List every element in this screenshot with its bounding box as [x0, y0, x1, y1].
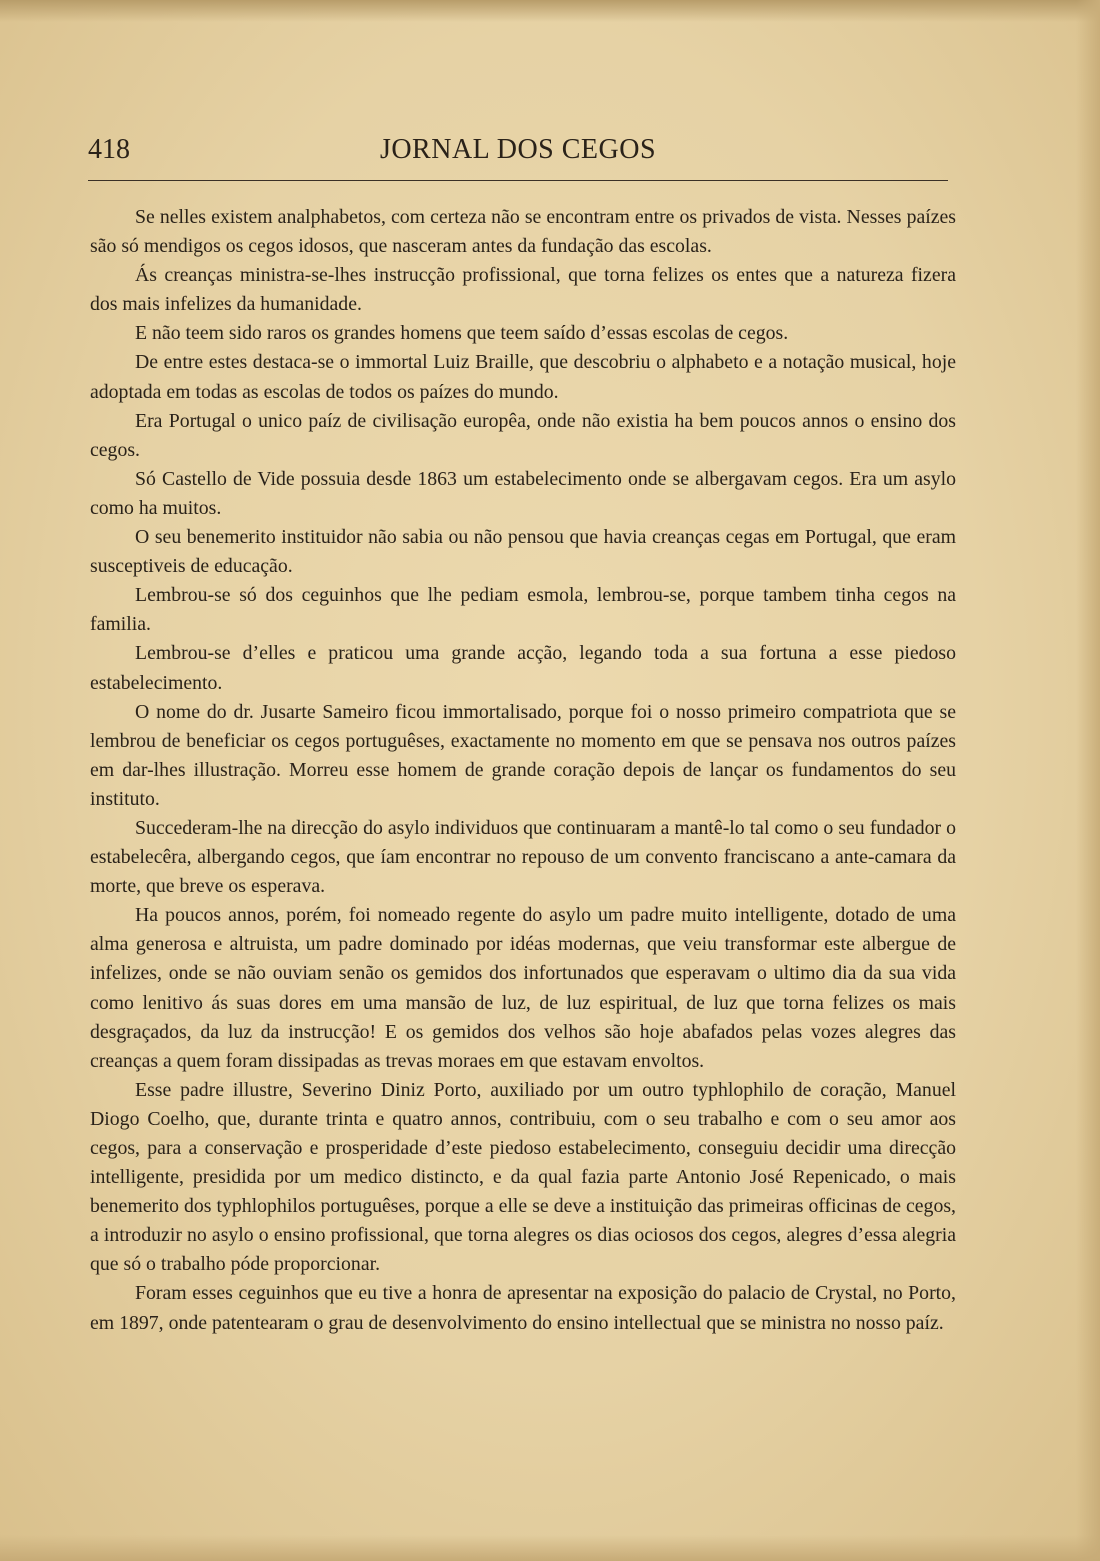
page-edge-bottom: [0, 1535, 1100, 1561]
paragraph: E não teem sido raros os grandes homens que teem saído d’essas escolas de cegos.: [135, 322, 789, 345]
paragraph: Foram esses ceguinhos que eu tive a honra de apresentar na exposição do palacio de Crystal, no Porto, em 1897, onde patentearam o grau de desenvolvimento do ensino intellectual que se ministra no nosso paíz.: [90, 1282, 956, 1334]
paragraph: Se nelles existem analphabetos, com certeza não se encontram entre os privados de vista. Nesses paízes são só mendigos os cegos idosos, que nasceram antes da fundação das escolas.: [90, 206, 956, 258]
paragraph: Só Castello de Vide possuia desde 1863 um estabelecimento onde se albergavam cegos. Era um asylo como ha muitos.: [90, 467, 956, 519]
paragraph: O seu benemerito instituidor não sabia ou não pensou que havia creanças cegas em Portugal, que eram susceptiveis de educação.: [90, 526, 956, 578]
page-edge-right: [1076, 0, 1100, 1561]
header-rule: [88, 180, 948, 181]
paragraph: Ha poucos annos, porém, foi nomeado regente do asylo um padre muito intelligente, dotado de uma alma generosa e altruista, um padre dominado por idéas modernas, que veiu transformar este albergue de infelizes, onde se não ouviam senão os gemidos dos infortunados que esperavam o ultimo dia da sua vida como lenitivo ás suas dores em uma mansão de luz, de luz espiritual, de luz que torna felizes os mais desgraçados, da luz da instrucção! E os gemidos dos velhos são hoje abafados pelas vozes alegres das creanças a quem foram dissipadas as trevas moraes em que estavam envoltos.: [90, 904, 956, 1072]
body-text: [90, 203, 956, 1338]
page-edge-top: [0, 0, 1100, 22]
page-header: [88, 132, 948, 168]
paragraph: Esse padre illustre, Severino Diniz Porto, auxiliado por um outro typhlophilo de coração, Manuel Diogo Coelho, que, durante trinta e quatro annos, contribuiu, com o seu trabalho e com o seu amor aos cegos, para a conservação e prosperidade d’este piedoso estabelecimento, conseguiu decidir uma direcção intelligente, presidida por um medico distincto, e da qual fazia parte Antonio José Repenicado, o mais benemerito dos typhlophilos portuguêses, porque a elle se deve a instituição das primeiras officinas de cegos, a introduzir no asylo o ensino profissional, que torna alegres os dias ociosos dos cegos, alegres d’essa alegria que só o trabalho póde proporcionar.: [90, 1078, 956, 1276]
paragraph: O nome do dr. Jusarte Sameiro ficou immortalisado, porque foi o nosso primeiro compatriota que se lembrou de beneficiar os cegos portuguêses, exactamente no momento em que se pensava nos outros paízes em dar-lhes illustração. Morreu esse homem de grande coração depois de lançar os fundamentos do seu instituto.: [90, 700, 956, 810]
paragraph: Era Portugal o unico paíz de civilisação europêa, onde não existia ha bem poucos annos o ensino dos cegos.: [90, 409, 956, 461]
page-number: 418: [88, 134, 130, 165]
paragraph: Ás creanças ministra-se-lhes instrucção profissional, que torna felizes os entes que a natureza fizera dos mais infelizes da humanidade.: [90, 264, 956, 316]
paragraph: Succederam-lhe na direcção do asylo individuos que continuaram a mantê-lo tal como o seu fundador o estabelecêra, albergando cegos, que íam encontrar no repouso de um convento franciscano a ante-camara da morte, que breve os esperava.: [90, 816, 956, 898]
paragraph: De entre estes destaca-se o immortal Luiz Braille, que descobriu o alphabeto e a notação musical, hoje adoptada em todas as escolas de todos os paízes do mundo.: [90, 351, 956, 403]
running-title: JORNAL DOS CEGOS: [379, 134, 657, 165]
paragraph: Lembrou-se só dos ceguinhos que lhe pediam esmola, lembrou-se, porque tambem tinha cegos na familia.: [90, 584, 956, 636]
paragraph: Lembrou-se d’elles e praticou uma grande acção, legando toda a sua fortuna a esse piedoso estabelecimento.: [90, 642, 956, 694]
